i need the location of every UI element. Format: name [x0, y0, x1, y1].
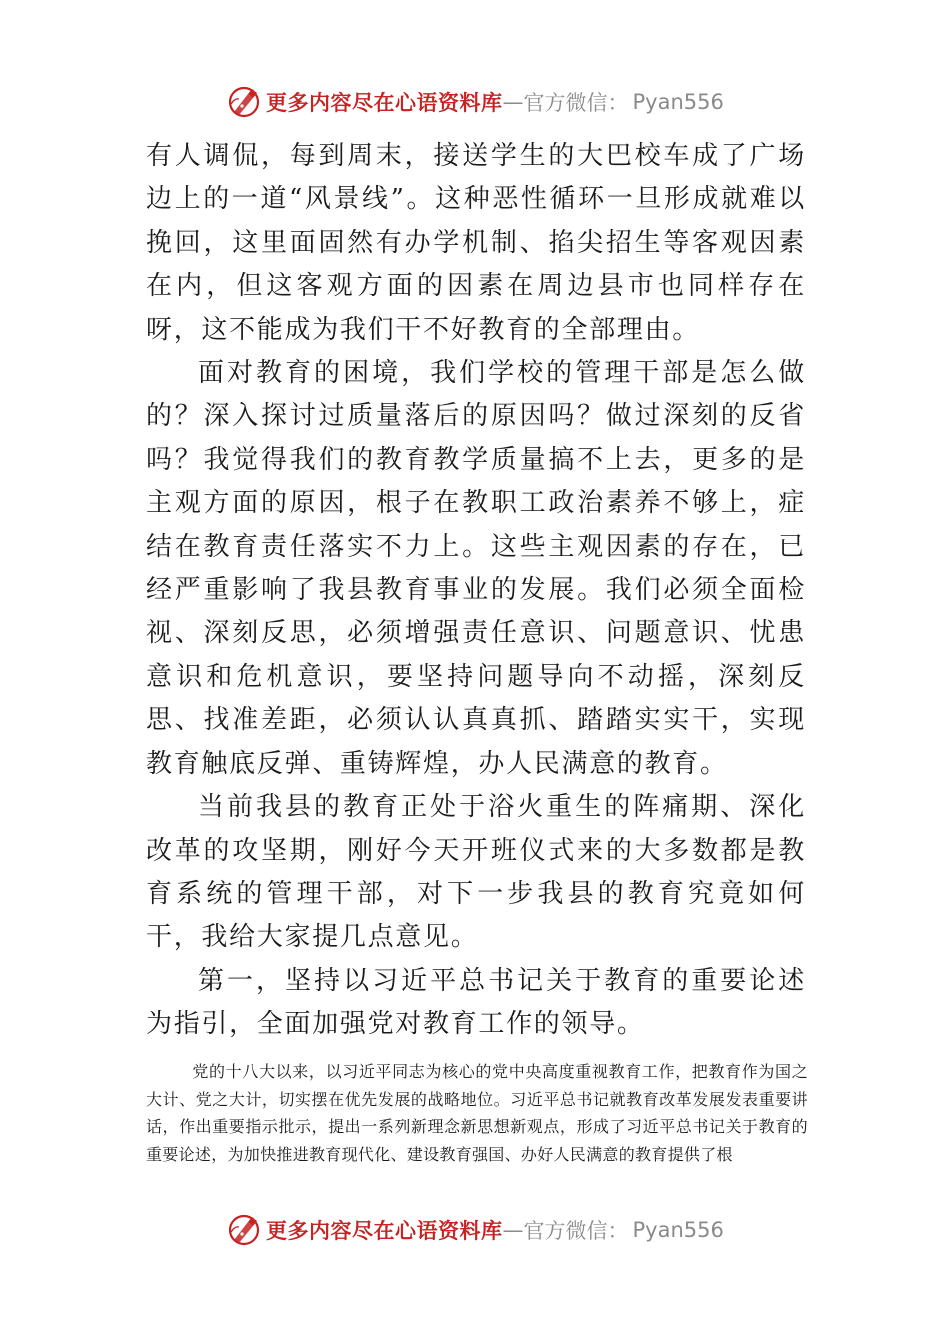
footer-banner[interactable] — [226, 1210, 746, 1250]
paragraph-1: 有人调侃，每到周末，接送学生的大巴校车成了广场边上的一道“风景线”。这种恶性循环一旦形成就难以挽回，这里面固然有办学机制、掐尖招生等客观因素在内，但这客观方面的因素在周边县市也同样存在呀，这不能成为我们干不好教育的全部理由。 — [146, 141, 806, 345]
section-heading-1: 第一，坚持以习近平总书记关于教育的重要论述为指引，全面加强党对教育工作的领导。 — [146, 965, 806, 1040]
small-paragraph: 党的十八大以来，以习近平同志为核心的党中央高度重视教育工作，把教育作为国之大计、党之大计，切实摆在优先发展的战略地位。习近平总书记就教育改革发展发表重要讲话，作出重要指示批示，提出一系列新理念新思想新观点，形成了习近平总书记关于教育的重要论述，为加快推进教育现代化、建设教育强国、办好人民满意的教育提供了根 — [146, 1062, 808, 1164]
article-body — [146, 135, 806, 1047]
footer-banner-official-label: 官方微信： — [523, 1219, 629, 1243]
banner-wechat-id: Pyan556 — [632, 90, 724, 114]
pen-nib-logo-icon — [226, 1212, 262, 1248]
pen-nib-logo-icon — [226, 84, 262, 120]
banner-title: 更多内容尽在心语资料库 — [266, 90, 503, 115]
paragraph-2: 面对教育的困境，我们学校的管理干部是怎么做的？深入探讨过质量落后的原因吗？做过深刻的反省吗？我觉得我们的教育教学质量搞不上去，更多的是主观方面的原因，根子在教职工政治素养不够上，症结在教育责任落实不力上。这些主观因素的存在，已经严重影响了我县教育事业的发展。我们必须全面检视、深刻反思，必须增强责任意识、问题意识、忧患意识和危机意识，要坚持问题导向不动摇，深刻反思、找准差距，必须认认真真抓、踏踏实实干，实现教育触底反弹、重铸辉煌，办人民满意的教育。 — [146, 358, 806, 779]
banner-official-label: 官方微信： — [523, 91, 629, 115]
footer-banner-wechat-id: Pyan556 — [632, 1218, 724, 1242]
footer-banner-title: 更多内容尽在心语资料库 — [266, 1218, 503, 1243]
header-banner[interactable] — [226, 82, 746, 122]
footer-banner-dash: — — [502, 1218, 524, 1242]
paragraph-3: 当前我县的教育正处于浴火重生的阵痛期、深化改革的攻坚期，刚好今天开班仪式来的大多数都是教育系统的管理干部，对下一步我县的教育究竟如何干，我给大家提几点意见。 — [146, 792, 806, 953]
banner-dash: — — [502, 90, 524, 114]
